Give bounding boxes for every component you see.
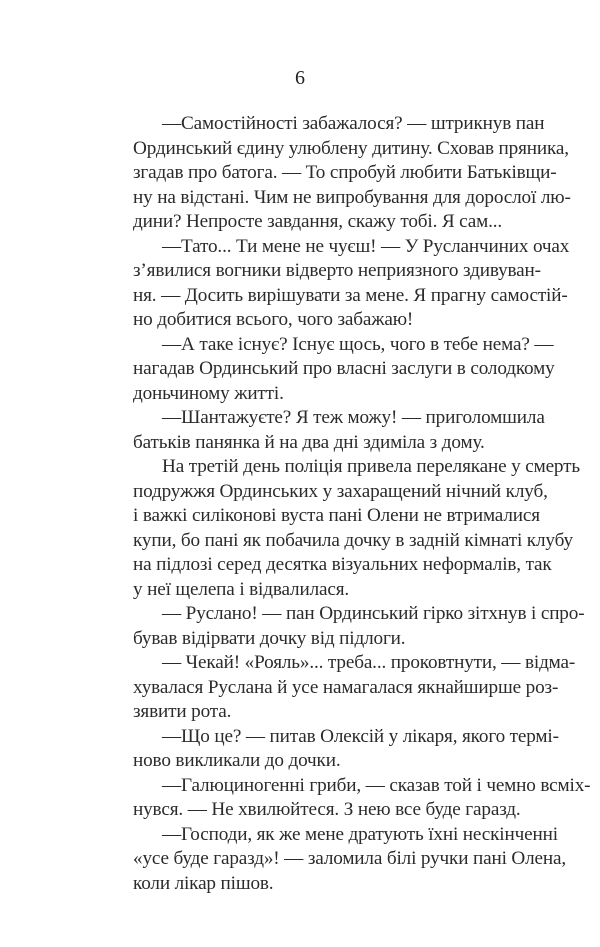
text-line: ня. — Досить вирішувати за мене. Я прагну самостій- [133, 284, 568, 306]
text-line: —Тато... Ти мене не чуєш! — У Русланчиних очах [162, 235, 570, 257]
text-line: батьків панянка й на два дні здиміла з дому. [133, 431, 485, 453]
text-line: бував відірвати дочку від підлоги. [133, 627, 406, 649]
text-line: но добитися всього, чого забажаю! [133, 309, 414, 330]
text-line: ново викликали до дочки. [133, 750, 341, 771]
text-line: коли лікар пішов. [133, 872, 274, 894]
paragraph [104, 823, 567, 897]
page-number: 6 [295, 67, 305, 89]
text-line: Ординський єдину улюблену дитину. Сховав пряника, [133, 137, 569, 159]
text-line: ну на відстані. Чим не випробування для дорослої лю- [133, 186, 571, 208]
paragraph [104, 602, 585, 651]
paragraph [104, 774, 591, 823]
text-line: хувалася Руслана й усе намагалася якнайширше роз- [133, 676, 559, 698]
text-line: з’явилися вогники відверто неприязного здивуван- [133, 260, 541, 281]
text-line: На третій день поліція привела перелякане у смерть [162, 456, 580, 477]
text-line: нагадав Ординський про власні заслуги в солодкому [133, 358, 555, 379]
paragraph [104, 333, 555, 407]
text-line: купи, бо пані як побачила дочку в задній кімнаті клубу [133, 529, 573, 551]
text-line: зявити рота. [133, 701, 232, 722]
text-line: на підлозі серед десятка візуальних неформалів, так [133, 554, 552, 575]
text-line: згадав про батога. — То спробуй любити Батьківщи- [133, 162, 557, 183]
text-line: і важкі силіконові вуста пані Олени не втрималися [133, 505, 540, 526]
paragraph [104, 235, 570, 333]
paragraph [104, 112, 571, 235]
text-line: —Господи, як же мене дратують їхні нескінченні [162, 823, 558, 845]
text-line: —А таке існує? Існує щось, чого в тебе нема? — [162, 333, 554, 355]
text-line: доньчиному житті. [133, 382, 284, 404]
text-line: —Шантажуєте? Я теж можу! — приголомшила [162, 407, 545, 428]
text-line: нувся. — Не хвилюйтеся. З нею все буде гаразд. [133, 799, 521, 820]
text-line: «усе буде гаразд»! — заломила білі ручки пані Олена, [133, 848, 567, 869]
body-text [104, 112, 591, 896]
text-line: — Руслано! — пан Ординський гірко зітхнув і спро- [162, 603, 585, 624]
text-line: —Самостійності забажалося? — штрикнув пан [162, 113, 545, 134]
text-line: подружжя Ординських у захаращений нічний клуб, [133, 480, 548, 502]
text-line: у неї щелепа і відвалилася. [133, 578, 350, 600]
paragraph [104, 651, 576, 725]
text-line: —Що це? — питав Олексій у лікаря, якого термі- [162, 725, 559, 747]
text-line: —Галюциногенні гриби, — сказав той і чемно всміх- [162, 774, 591, 796]
paragraph [104, 406, 545, 455]
paragraph [104, 725, 559, 774]
paragraph [104, 455, 580, 602]
text-line: дини? Непросте завдання, скажу тобі. Я сам... [133, 211, 503, 232]
text-line: — Чекай! «Рояль»... треба... проковтнути, — відма- [162, 652, 576, 673]
